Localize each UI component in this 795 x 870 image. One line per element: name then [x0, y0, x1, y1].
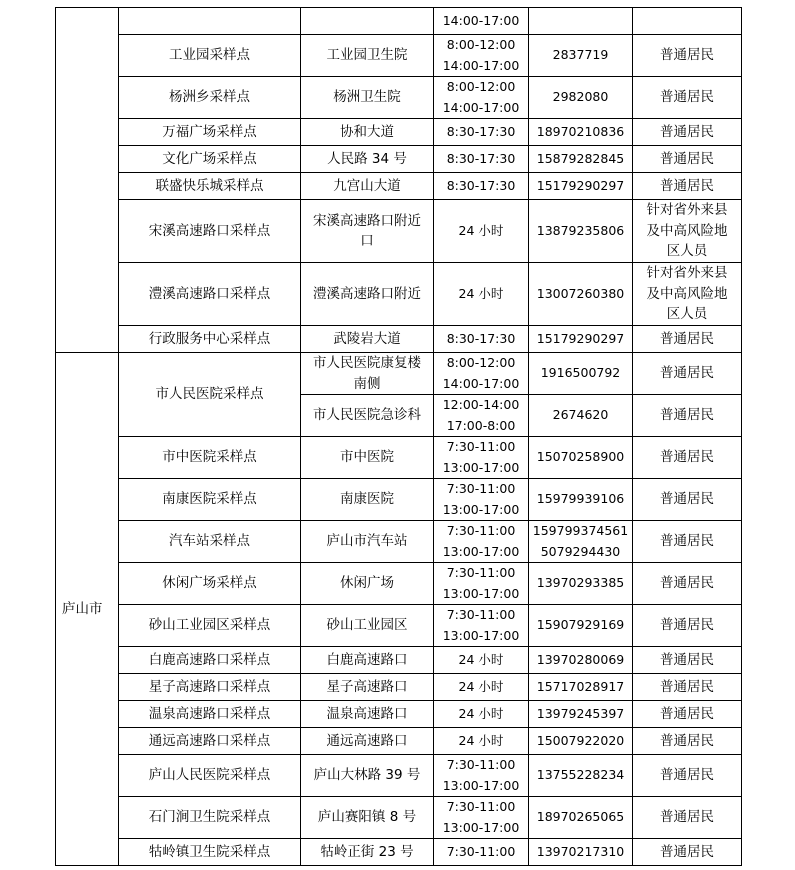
site-name-cell — [119, 173, 301, 200]
address-cell — [301, 77, 434, 119]
target-group-cell-line: 普通居民 — [660, 843, 714, 860]
table-row — [56, 674, 742, 701]
phone-cell — [529, 755, 633, 797]
target-group-cell — [633, 797, 742, 839]
target-group-cell — [633, 647, 742, 674]
address-cell — [301, 35, 434, 77]
address-cell-line: 协和大道 — [340, 123, 394, 140]
address-cell — [301, 563, 434, 605]
hours-cell-line: 13:00-17:00 — [442, 819, 520, 835]
site-name-cell — [119, 563, 301, 605]
hours-cell-line: 24 小时 — [458, 651, 504, 667]
target-group-cell — [633, 479, 742, 521]
target-group-cell-line: 普通居民 — [660, 705, 714, 722]
site-name-cell-line: 白鹿高速路口采样点 — [148, 651, 271, 668]
hours-cell — [434, 605, 529, 647]
hours-cell-line: 17:00-8:00 — [446, 417, 516, 433]
address-cell-line: 砂山工业园区 — [326, 617, 408, 634]
site-name-cell-line: 联盛快乐城采样点 — [155, 177, 264, 194]
hours-cell-line: 8:30-17:30 — [446, 150, 516, 166]
hours-cell-line: 8:30-17:30 — [446, 330, 516, 346]
target-group-cell — [633, 755, 742, 797]
site-name-cell — [119, 701, 301, 728]
target-group-cell-line: 普通居民 — [660, 89, 714, 106]
phone-cell — [529, 521, 633, 563]
table-row — [56, 728, 742, 755]
target-group-cell-line: 普通居民 — [660, 330, 714, 347]
target-group-cell-line: 普通居民 — [660, 533, 714, 550]
phone-cell-line: 13970293385 — [536, 575, 625, 591]
target-group-cell — [633, 146, 742, 173]
address-cell-line: 工业园卫生院 — [326, 47, 408, 64]
address-cell — [301, 263, 434, 326]
site-name-cell — [119, 839, 301, 866]
site-name-cell — [119, 605, 301, 647]
address-cell — [301, 437, 434, 479]
address-cell — [301, 728, 434, 755]
phone-cell — [529, 437, 633, 479]
hours-cell — [434, 674, 529, 701]
hours-cell-line: 24 小时 — [458, 732, 504, 748]
target-group-cell-line: 及中高风险地 — [646, 285, 728, 302]
address-cell-line: 星子高速路口 — [326, 678, 408, 695]
target-group-cell-line: 普通居民 — [660, 617, 714, 634]
address-cell-line: 澧溪高速路口附近 — [313, 285, 421, 302]
phone-cell-line: 13970217310 — [536, 843, 625, 859]
hours-cell — [434, 119, 529, 146]
phone-cell-line: 15879282845 — [536, 150, 625, 166]
phone-cell — [529, 797, 633, 839]
site-name-cell-line: 休闲广场采样点 — [162, 575, 257, 592]
hours-cell — [434, 263, 529, 326]
site-name-cell-line: 南康医院采样点 — [162, 491, 257, 508]
target-group-cell-line: 普通居民 — [660, 449, 714, 466]
site-name-cell — [119, 674, 301, 701]
hours-cell-line: 8:30-17:30 — [446, 123, 516, 139]
hours-cell-line: 13:00-17:00 — [442, 777, 520, 793]
phone-cell — [529, 8, 633, 35]
target-group-cell-line: 普通居民 — [660, 177, 714, 194]
address-cell — [301, 647, 434, 674]
target-group-cell-line: 普通居民 — [660, 678, 714, 695]
target-group-cell-line: 区人员 — [666, 306, 708, 323]
target-group-cell — [633, 8, 742, 35]
hours-cell-line: 7:30-11:00 — [446, 843, 516, 859]
site-name-cell — [119, 521, 301, 563]
phone-cell-line: 18970210836 — [536, 123, 625, 139]
target-group-cell-line: 普通居民 — [660, 809, 714, 826]
address-cell-line: 市中医院 — [340, 449, 394, 466]
table-row — [56, 521, 742, 563]
phone-cell-line: 159799374561 — [532, 523, 629, 538]
hours-cell-line: 7:30-11:00 — [446, 757, 516, 772]
site-name-cell-line: 宋溪高速路口采样点 — [148, 222, 271, 239]
hours-cell — [434, 521, 529, 563]
target-group-cell — [633, 77, 742, 119]
hours-cell-line: 24 小时 — [458, 678, 504, 694]
address-cell-line: 白鹿高速路口 — [326, 651, 408, 668]
target-group-cell — [633, 353, 742, 395]
table-row — [56, 479, 742, 521]
phone-cell-line: 2837719 — [552, 47, 609, 63]
target-group-cell-line: 普通居民 — [660, 407, 714, 424]
address-cell-line: 庐山市汽车站 — [326, 533, 408, 550]
hours-cell-line: 13:00-17:00 — [442, 585, 520, 601]
address-cell — [301, 326, 434, 353]
phone-cell — [529, 200, 633, 263]
phone-cell — [529, 563, 633, 605]
table-row — [56, 437, 742, 479]
target-group-cell — [633, 173, 742, 200]
phone-cell-line: 15907929169 — [536, 617, 625, 633]
table-row — [56, 647, 742, 674]
phone-cell — [529, 326, 633, 353]
hours-cell-line: 14:00-17:00 — [442, 57, 520, 73]
hours-cell-line: 13:00-17:00 — [442, 501, 520, 517]
table-row — [56, 200, 742, 263]
hours-cell-line: 7:30-11:00 — [446, 607, 516, 622]
address-cell — [301, 173, 434, 200]
site-name-cell-line: 星子高速路口采样点 — [148, 678, 271, 695]
target-group-cell-line: 普通居民 — [660, 150, 714, 167]
phone-cell — [529, 35, 633, 77]
hours-cell — [434, 797, 529, 839]
hours-cell-line: 8:00-12:00 — [446, 79, 516, 94]
target-group-cell — [633, 728, 742, 755]
hours-cell — [434, 200, 529, 263]
phone-cell — [529, 395, 633, 437]
table-row — [56, 77, 742, 119]
phone-cell-line: 15179290297 — [536, 330, 625, 346]
hours-cell-line: 13:00-17:00 — [442, 627, 520, 643]
site-name-cell — [119, 200, 301, 263]
table-row — [56, 263, 742, 326]
hours-cell — [434, 395, 529, 437]
address-cell — [301, 119, 434, 146]
address-cell — [301, 146, 434, 173]
address-cell-line: 杨洲卫生院 — [333, 89, 401, 106]
hours-cell — [434, 647, 529, 674]
table-row — [56, 839, 742, 866]
site-name-cell — [119, 8, 301, 35]
table-row — [56, 119, 742, 146]
hours-cell — [434, 755, 529, 797]
hours-cell — [434, 8, 529, 35]
hours-cell-line: 8:00-12:00 — [446, 355, 516, 370]
phone-cell-line: 2982080 — [552, 89, 609, 105]
target-group-cell — [633, 35, 742, 77]
table-row — [56, 146, 742, 173]
hours-cell-line: 14:00-17:00 — [442, 12, 520, 28]
target-group-cell — [633, 119, 742, 146]
address-cell-line: 牯岭正街 23 号 — [320, 843, 414, 860]
hours-cell-line: 13:00-17:00 — [442, 459, 520, 475]
address-cell — [301, 8, 434, 35]
address-cell-line: 庐山赛阳镇 8 号 — [317, 809, 417, 826]
phone-cell-line: 15007922020 — [536, 732, 625, 748]
target-group-cell-line: 普通居民 — [660, 575, 714, 592]
address-cell — [301, 755, 434, 797]
site-name-cell — [119, 353, 301, 437]
address-cell-line: 市人民医院康复楼 — [313, 355, 421, 371]
hours-cell — [434, 728, 529, 755]
target-group-cell-line: 普通居民 — [660, 365, 714, 382]
hours-cell-line: 24 小时 — [458, 285, 504, 301]
target-group-cell-line: 普通居民 — [660, 732, 714, 749]
phone-cell — [529, 77, 633, 119]
target-group-cell — [633, 200, 742, 263]
target-group-cell — [633, 326, 742, 353]
target-group-cell — [633, 839, 742, 866]
site-name-cell-line: 砂山工业园区采样点 — [148, 617, 271, 634]
hours-cell-line: 14:00-17:00 — [442, 99, 520, 115]
address-cell-line: 口 — [360, 233, 374, 249]
phone-cell — [529, 479, 633, 521]
phone-cell-line: 13755228234 — [536, 767, 625, 783]
table-row — [56, 35, 742, 77]
phone-cell-line: 15070258900 — [536, 449, 625, 465]
phone-cell — [529, 173, 633, 200]
table-row — [56, 701, 742, 728]
site-name-cell-line: 市中医院采样点 — [162, 449, 257, 466]
address-cell-line: 市人民医院急诊科 — [313, 407, 421, 424]
address-cell — [301, 839, 434, 866]
address-cell-line: 九宫山大道 — [333, 177, 401, 194]
hours-cell — [434, 563, 529, 605]
target-group-cell-line: 普通居民 — [660, 767, 714, 784]
target-group-cell-line: 及中高风险地 — [646, 222, 728, 239]
address-cell — [301, 701, 434, 728]
site-name-cell — [119, 35, 301, 77]
hours-cell-line: 14:00-17:00 — [442, 375, 520, 391]
phone-cell-line: 2674620 — [552, 407, 609, 423]
hours-cell-line: 7:30-11:00 — [446, 481, 516, 496]
site-name-cell-line: 万福广场采样点 — [162, 123, 257, 140]
site-name-cell — [119, 146, 301, 173]
address-cell-line: 南康医院 — [340, 491, 394, 508]
site-name-cell-line: 通远高速路口采样点 — [148, 732, 271, 749]
hours-cell — [434, 77, 529, 119]
site-name-cell-line: 澧溪高速路口采样点 — [148, 285, 271, 302]
address-cell — [301, 674, 434, 701]
phone-cell — [529, 728, 633, 755]
site-name-cell — [119, 647, 301, 674]
phone-cell-line: 1916500792 — [540, 365, 621, 381]
address-cell-line: 通远高速路口 — [326, 732, 408, 749]
address-cell — [301, 797, 434, 839]
phone-cell — [529, 674, 633, 701]
phone-cell — [529, 647, 633, 674]
site-name-cell — [119, 437, 301, 479]
phone-cell-line: 5079294430 — [540, 543, 621, 559]
target-group-cell — [633, 605, 742, 647]
address-cell-line: 庐山大林路 39 号 — [313, 767, 421, 784]
table-row — [56, 797, 742, 839]
city-cell: 庐山市 — [56, 353, 119, 866]
target-group-cell — [633, 563, 742, 605]
hours-cell-line: 13:00-17:00 — [442, 543, 520, 559]
hours-cell-line: 8:00-12:00 — [446, 37, 516, 52]
address-cell-line: 人民路 34 号 — [327, 150, 407, 167]
table-row — [56, 326, 742, 353]
hours-cell — [434, 326, 529, 353]
phone-cell — [529, 146, 633, 173]
phone-cell-line: 15179290297 — [536, 177, 625, 193]
table-row — [56, 755, 742, 797]
hours-cell-line: 7:30-11:00 — [446, 439, 516, 454]
phone-cell — [529, 839, 633, 866]
table-row — [56, 563, 742, 605]
site-name-cell-line: 行政服务中心采样点 — [148, 330, 271, 347]
phone-cell-line: 15717028917 — [536, 678, 625, 694]
hours-cell — [434, 479, 529, 521]
target-group-cell-line: 普通居民 — [660, 47, 714, 64]
table-row — [56, 353, 742, 395]
phone-cell-line: 13970280069 — [536, 651, 625, 667]
hours-cell — [434, 701, 529, 728]
address-cell — [301, 200, 434, 263]
target-group-cell — [633, 263, 742, 326]
site-name-cell — [119, 326, 301, 353]
target-group-cell-line: 普通居民 — [660, 651, 714, 668]
address-cell — [301, 395, 434, 437]
site-name-cell-line: 工业园采样点 — [169, 47, 250, 64]
site-name-cell — [119, 728, 301, 755]
sampling-sites-table — [55, 7, 742, 866]
address-cell — [301, 479, 434, 521]
site-name-cell-line: 文化广场采样点 — [162, 150, 257, 167]
target-group-cell-line: 区人员 — [666, 243, 708, 260]
phone-cell-line: 15979939106 — [536, 491, 625, 507]
site-name-cell — [119, 263, 301, 326]
phone-cell — [529, 605, 633, 647]
site-name-cell — [119, 797, 301, 839]
address-cell-line: 宋溪高速路口附近 — [313, 212, 421, 229]
address-cell — [301, 605, 434, 647]
address-cell — [301, 521, 434, 563]
phone-cell — [529, 119, 633, 146]
phone-cell — [529, 263, 633, 326]
hours-cell — [434, 35, 529, 77]
address-cell-line: 休闲广场 — [340, 575, 394, 592]
hours-cell-line: 8:30-17:30 — [446, 177, 516, 193]
site-name-cell — [119, 119, 301, 146]
table-row — [56, 605, 742, 647]
site-name-cell-line: 牯岭镇卫生院采样点 — [148, 843, 271, 860]
target-group-cell — [633, 521, 742, 563]
site-name-cell-line: 汽车站采样点 — [169, 533, 250, 550]
address-cell-line: 南侧 — [353, 375, 381, 392]
site-name-cell — [119, 479, 301, 521]
table-row — [56, 173, 742, 200]
site-name-cell-line: 温泉高速路口采样点 — [148, 705, 271, 722]
target-group-cell-line: 普通居民 — [660, 123, 714, 140]
target-group-cell-line: 针对省外来县 — [646, 202, 728, 219]
phone-cell — [529, 353, 633, 395]
hours-cell-line: 24 小时 — [458, 222, 504, 238]
hours-cell-line: 7:30-11:00 — [446, 523, 516, 538]
target-group-cell-line: 针对省外来县 — [646, 265, 728, 282]
hours-cell — [434, 146, 529, 173]
hours-cell — [434, 839, 529, 866]
target-group-cell — [633, 395, 742, 437]
site-name-cell-line: 庐山人民医院采样点 — [148, 767, 271, 784]
phone-cell-line: 18970265065 — [536, 809, 625, 825]
phone-cell-line: 13879235806 — [536, 222, 625, 238]
hours-cell — [434, 173, 529, 200]
target-group-cell — [633, 701, 742, 728]
target-group-cell-line: 普通居民 — [660, 491, 714, 508]
hours-cell-line: 12:00-14:00 — [442, 397, 520, 412]
hours-cell — [434, 353, 529, 395]
phone-cell-line: 13007260380 — [536, 285, 625, 301]
target-group-cell — [633, 437, 742, 479]
address-cell — [301, 353, 434, 395]
site-name-cell — [119, 755, 301, 797]
city-cell — [56, 8, 119, 353]
site-name-cell-line: 市人民医院采样点 — [155, 386, 264, 403]
hours-cell-line: 7:30-11:00 — [446, 799, 516, 814]
phone-cell-line: 13979245397 — [536, 705, 625, 721]
address-cell-line: 温泉高速路口 — [326, 705, 408, 722]
phone-cell — [529, 701, 633, 728]
site-name-cell-line: 石门涧卫生院采样点 — [148, 809, 271, 826]
site-name-cell-line: 杨洲乡采样点 — [169, 89, 250, 106]
target-group-cell — [633, 674, 742, 701]
hours-cell — [434, 437, 529, 479]
site-name-cell — [119, 77, 301, 119]
table-row — [56, 8, 742, 35]
address-cell-line: 武陵岩大道 — [333, 330, 401, 347]
hours-cell-line: 24 小时 — [458, 705, 504, 721]
hours-cell-line: 7:30-11:00 — [446, 565, 516, 580]
